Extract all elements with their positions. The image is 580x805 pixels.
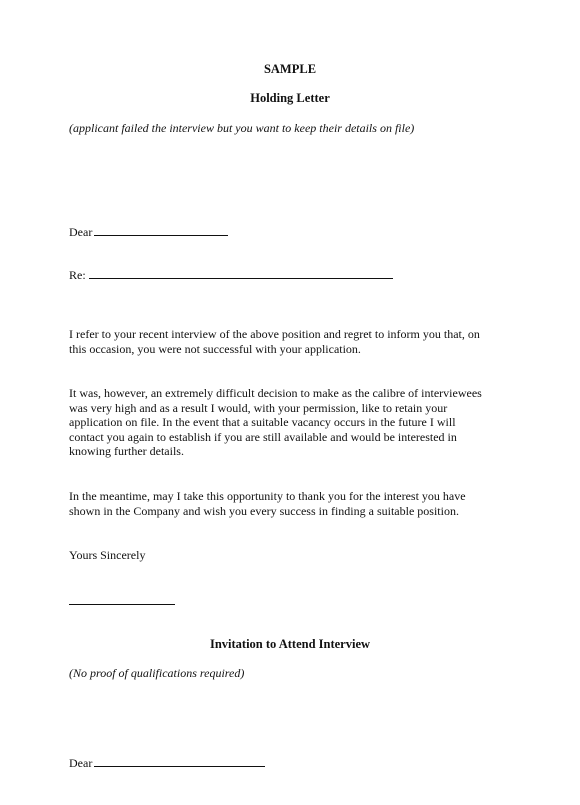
paragraph-1-line: I refer to your recent interview of the above position and regret to inform you that, on [69,327,480,341]
re-label: Re: [69,268,86,282]
invitation-title: Invitation to Attend Interview [209,637,371,651]
re-line [69,267,393,283]
invitation-dear-label: Dear [69,756,93,770]
paragraph-2 [69,386,529,459]
dear-name-blank [94,224,228,236]
paragraph-3 [69,489,529,518]
paragraph-2-line: knowing further details. [69,444,184,459]
sample-heading: SAMPLE [263,62,317,76]
invitation-dear-line [69,755,265,771]
paragraph-3-line: shown in the Company and wish you every success in finding a suitable position. [69,503,459,518]
dear-line [69,224,228,240]
paragraph-2-line: application on file. In the event that a suitable vacancy occurs in the future I will [69,415,456,430]
dear-label: Dear [69,225,93,239]
holding-letter-title: Holding Letter [250,91,330,105]
invitation-note: (No proof of qualifications required) [69,666,245,680]
paragraph-1 [69,327,529,356]
holding-letter-note: (applicant failed the interview but you want to keep their details on file) [69,121,415,135]
paragraph-1-line: this occasion, you were not successful with your application. [69,341,361,356]
paragraph-2-line: contact you again to establish if you are still available and would be interested in [69,429,457,444]
re-subject-blank [89,267,393,279]
closing: Yours Sincerely [69,548,146,562]
invitation-dear-name-blank [94,755,265,767]
paragraph-3-line: In the meantime, may I take this opportunity to thank you for the interest you have [69,489,466,503]
paragraph-2-line: was very high and as a result I would, with your permission, like to retain your [69,400,448,415]
paragraph-2-line: It was, however, an extremely difficult decision to make as the calibre of interviewees [69,386,482,400]
signature-line [69,604,175,605]
